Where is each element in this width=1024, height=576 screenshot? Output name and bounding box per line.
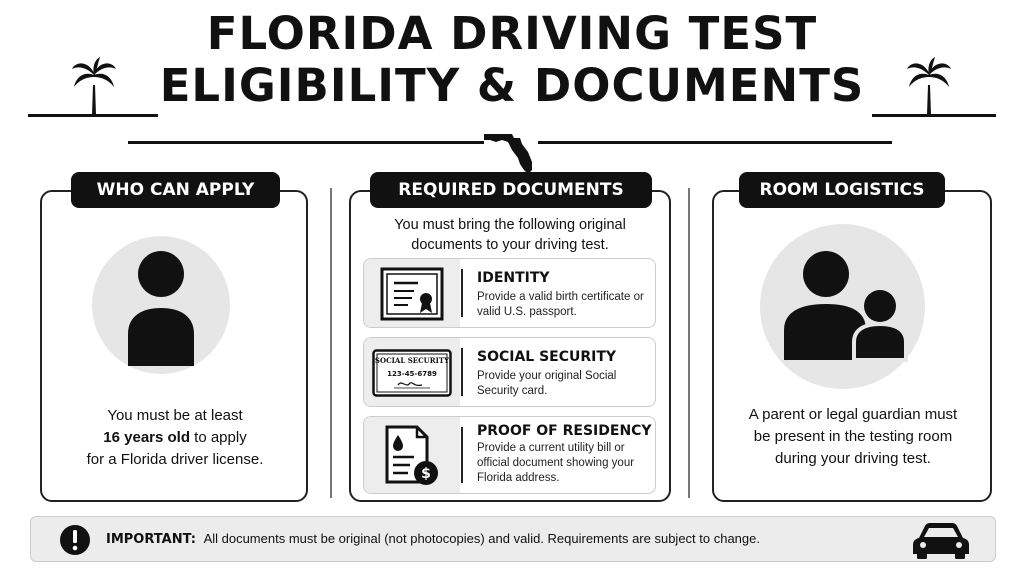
document-title: SOCIAL SECURITY [477, 349, 617, 365]
required-documents-heading: REQUIRED DOCUMENTS [370, 172, 652, 208]
person-icon [126, 250, 196, 368]
exclamation-icon [59, 524, 91, 556]
who-can-apply-text [50, 405, 300, 471]
room-logistics-heading: ROOM LOGISTICS [739, 172, 945, 208]
eligibility-line-2 [50, 427, 300, 449]
eligibility-line-2-rest: to apply [190, 429, 247, 446]
document-description: Provide a valid birth certificate or valid U.S. passport. [477, 291, 644, 318]
title-line-1: FLORIDA DRIVING TEST [206, 7, 818, 60]
document-card-proof-of-residency [363, 416, 656, 494]
certificate-icon [380, 267, 444, 321]
card-number: 123-45-6789 [387, 370, 437, 378]
who-can-apply-heading: WHO CAN APPLY [71, 172, 280, 208]
room-logistics-text: A parent or legal guardian must be present in the testing room during your driving test. [748, 406, 958, 467]
document-card-identity [363, 258, 656, 328]
column-divider [330, 188, 332, 498]
column-divider [688, 188, 690, 498]
car-icon [911, 520, 971, 560]
lower-right-rule [538, 141, 892, 144]
social-security-card-icon [372, 349, 452, 397]
lower-left-rule [128, 141, 484, 144]
svg-text:$: $ [421, 466, 431, 482]
document-title: IDENTITY [477, 270, 550, 286]
document-separator [461, 348, 463, 396]
social-security-card-icon-bg [364, 338, 460, 406]
documents-intro: You must bring the following original documents to your driving test. [394, 217, 626, 253]
document-description: Provide a current utility bill or official document showing your Florida address. [477, 442, 635, 484]
title-line-2: ELIGIBILITY & DOCUMENTS [159, 59, 865, 112]
document-description: Provide your original Social Security card. [477, 370, 617, 397]
eligibility-line-3: for a Florida driver license. [86, 451, 264, 468]
eligibility-line-1: You must be at least [107, 407, 243, 424]
document-title: PROOF OF RESIDENCY [477, 423, 652, 439]
florida-map-icon [482, 128, 538, 176]
utility-bill-icon [384, 424, 442, 488]
important-notice-text [106, 531, 760, 547]
palm-tree-icon [70, 55, 118, 117]
card-label: SOCIAL SECURITY [374, 356, 450, 365]
document-card-social-security [363, 337, 656, 407]
document-separator [461, 427, 463, 483]
age-requirement: 16 years old [103, 429, 190, 446]
parent-child-icon [782, 250, 908, 362]
document-separator [461, 269, 463, 317]
important-label: IMPORTANT: [106, 532, 196, 547]
utility-bill-icon-bg [364, 417, 460, 493]
page-title [0, 8, 1024, 112]
important-message: All documents must be original (not photocopies) and valid. Requirements are subject to change. [203, 531, 760, 546]
palm-tree-icon [905, 55, 953, 117]
important-notice [30, 516, 996, 562]
certificate-icon-bg [364, 259, 460, 327]
